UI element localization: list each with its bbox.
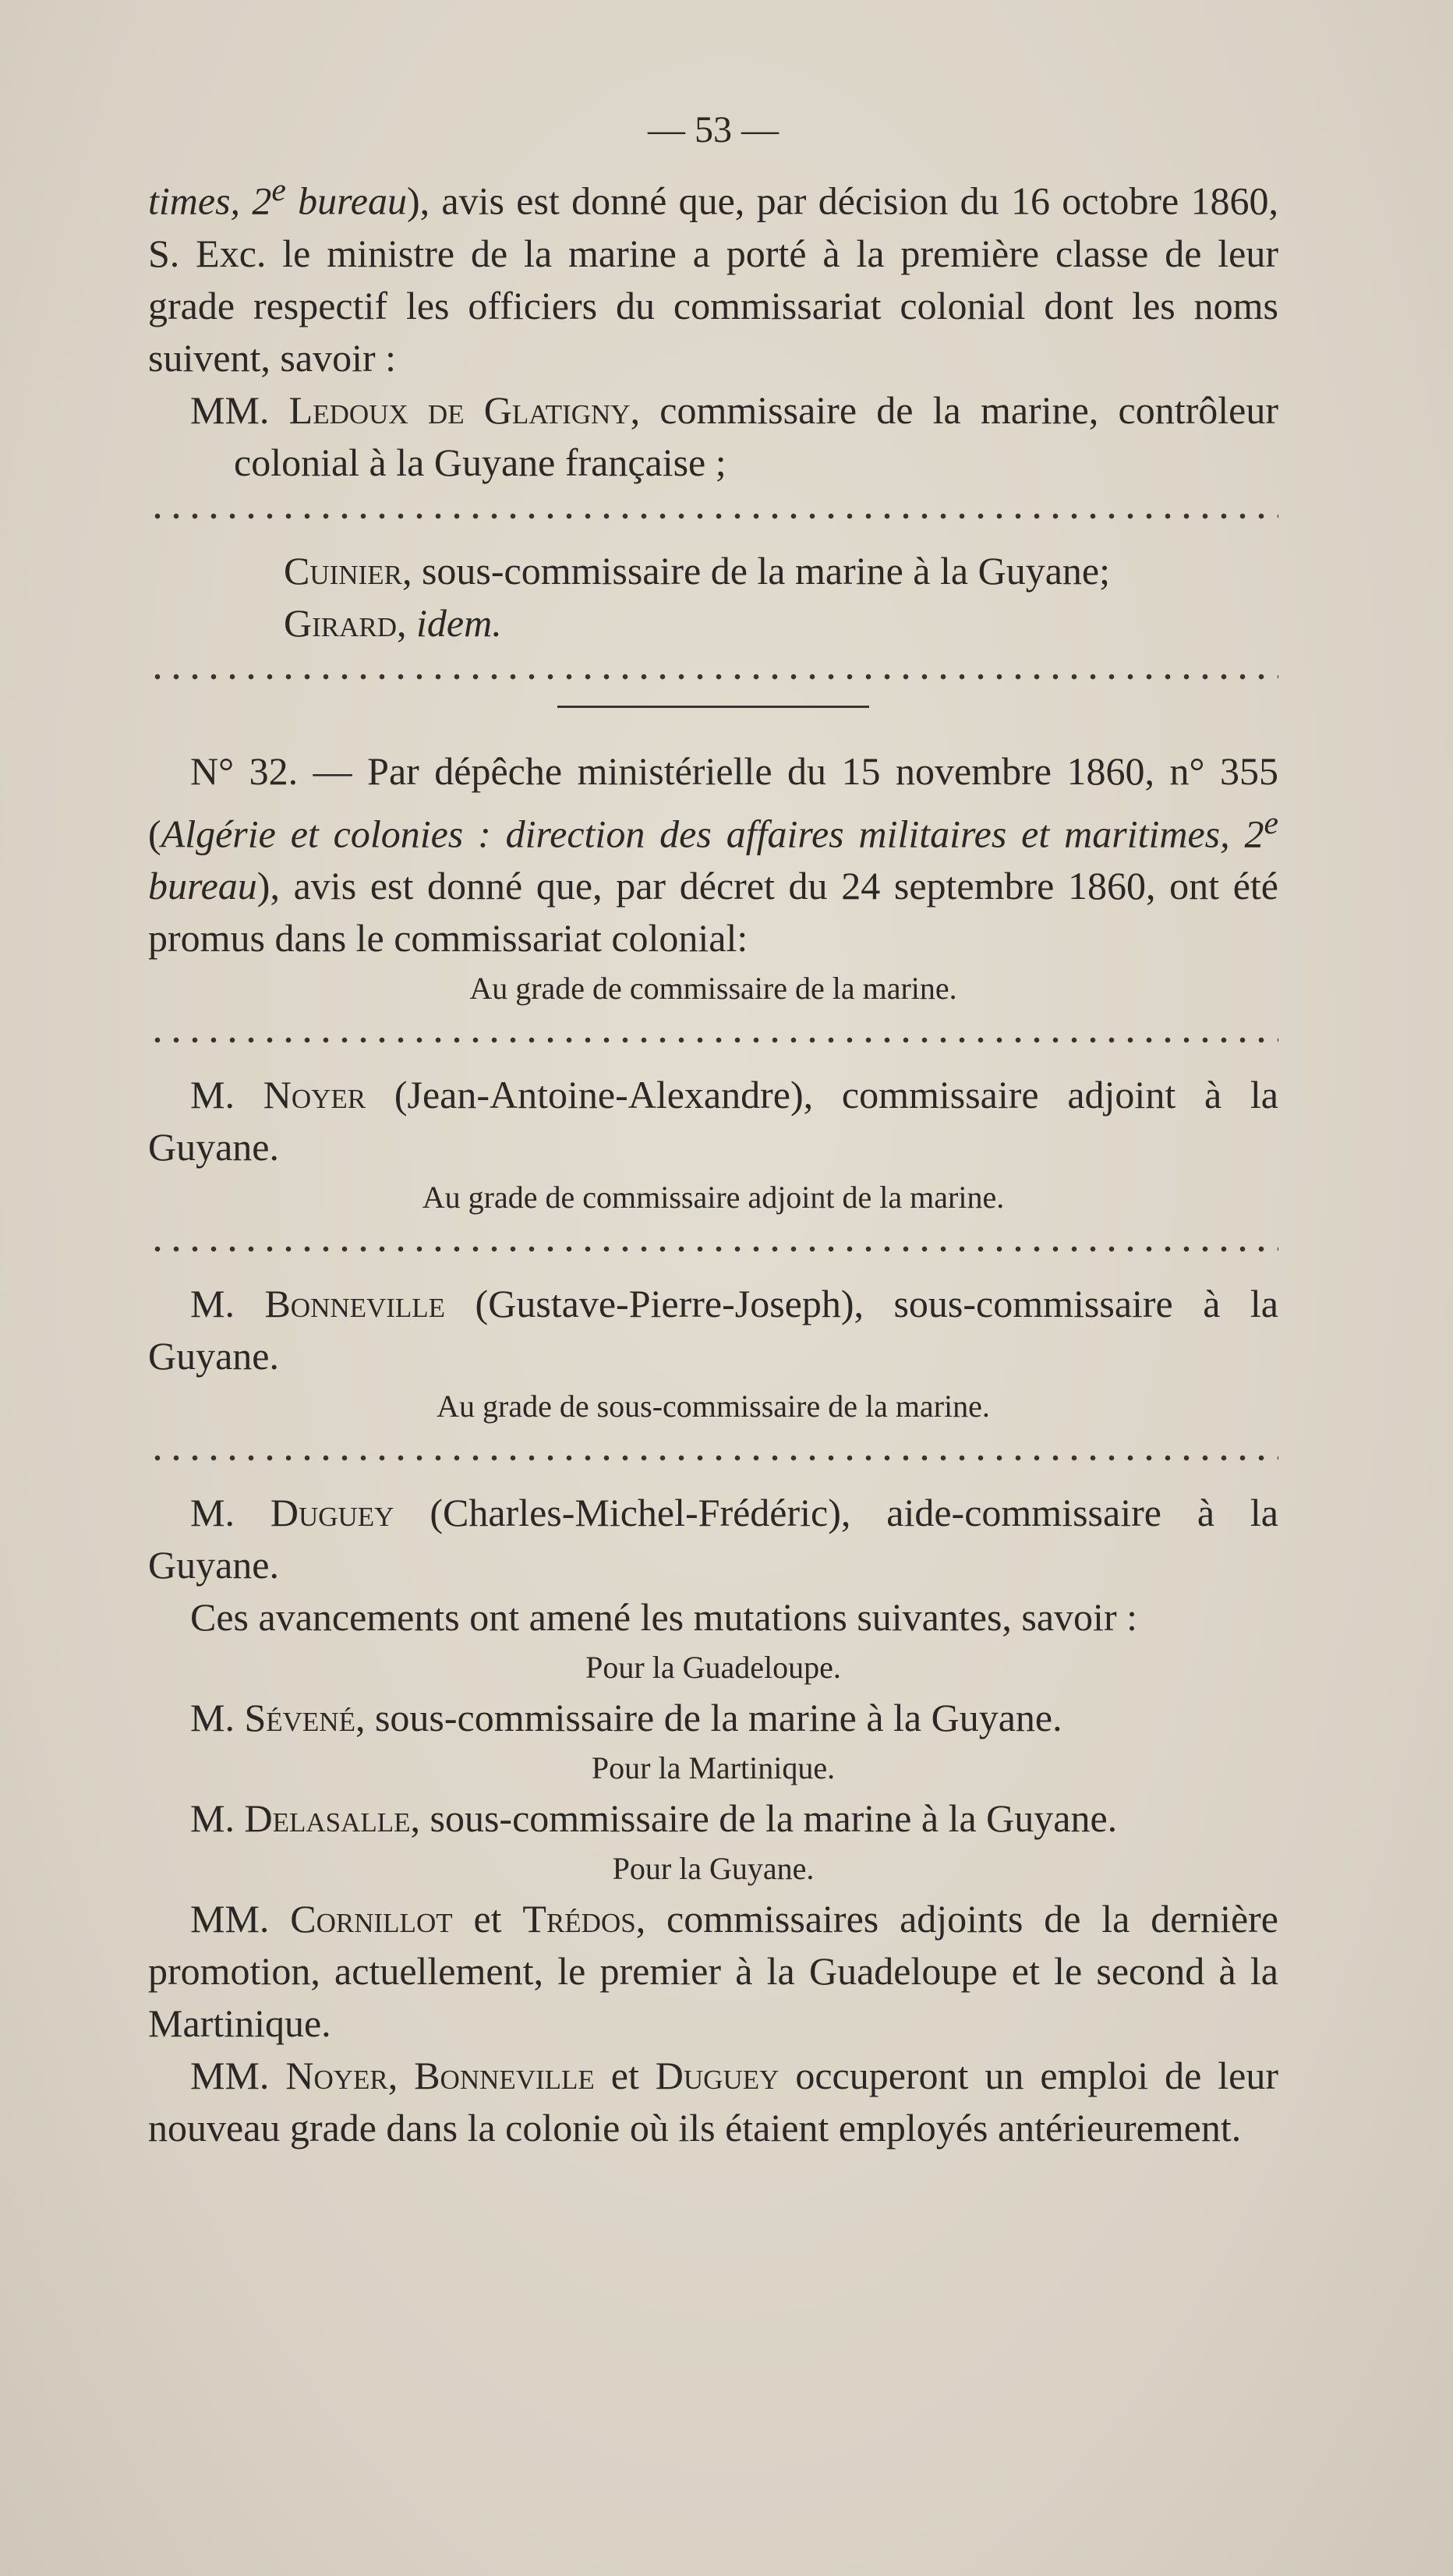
prefix: MM.	[190, 387, 289, 432]
paragraph-no32	[148, 745, 1278, 965]
text-italic: idem.	[416, 600, 502, 645]
entry-cornillot-tredos	[148, 1893, 1278, 2050]
prefix: M.	[190, 1491, 270, 1535]
entry-sevene	[148, 1692, 1278, 1744]
text-italic: bureau	[285, 179, 407, 223]
text: ), avis est donné que, par décision du 16 octobre 1860, S. Exc. le ministre de la marine a porté à la première classe de leur grade respectif les officiers du commissariat colonial dont les noms suivent, savoir :	[148, 179, 1279, 380]
text: occuperont un emploi de leur nouveau grade dans la colonie où ils étaient employés antérieurement.	[148, 2054, 1278, 2150]
text: N° 32. — Par dépêche ministérielle du 15 novembre 1860, n° 355 (	[148, 748, 1278, 856]
page-text	[148, 97, 1278, 2154]
text: , sous-commissaire de la marine à la Guyane.	[410, 1796, 1118, 1841]
entry-duguey	[148, 1487, 1278, 1591]
text-italic: times, 2	[148, 179, 272, 223]
text: ,	[387, 2054, 415, 2098]
heading-grade-adjoint: Au grade de commissaire adjoint de la marine.	[422, 1180, 1005, 1215]
prefix: MM.	[190, 2054, 286, 2098]
paragraph-mutations: Ces avancements ont amené les mutations suivantes, savoir :	[190, 1595, 1137, 1640]
prefix: MM.	[190, 1897, 291, 1941]
text-italic: Algérie et colonies : direction des affaires militaires et maritimes, 2	[161, 812, 1264, 856]
entry-noyer	[148, 1069, 1278, 1173]
heading-grade-sous: Au grade de sous-commissaire de la marine.	[437, 1389, 990, 1424]
entry-cuinier	[148, 545, 1278, 597]
superscript: e	[271, 172, 286, 208]
officer-name: Delasalle	[244, 1796, 411, 1841]
officer-name: Noyer	[263, 1073, 366, 1117]
dotted-separator	[148, 1240, 1278, 1258]
text: et	[594, 2054, 656, 2098]
officer-name: Bonneville	[264, 1282, 446, 1326]
text: (Charles-Michel-Frédéric), aide-commissaire à la Guyane.	[148, 1491, 1278, 1587]
dotted-separator	[148, 1449, 1278, 1467]
officer-name: Cornillot	[290, 1897, 453, 1941]
text: et	[452, 1897, 523, 1941]
heading-guyane: Pour la Guyane.	[612, 1851, 815, 1887]
officer-name: Cuinier	[284, 548, 402, 593]
page-number: — 53 —	[648, 109, 779, 150]
officer-name: Bonneville	[414, 2054, 595, 2098]
prefix: M.	[190, 1282, 265, 1326]
prefix: M.	[190, 1796, 245, 1841]
horizontal-rule	[557, 706, 869, 708]
entry-bonneville	[148, 1278, 1278, 1382]
officer-name: Trédos	[522, 1897, 636, 1941]
paragraph-final	[148, 2050, 1278, 2154]
prefix: M.	[190, 1073, 263, 1117]
dotted-separator	[148, 1031, 1278, 1049]
text: ,	[397, 600, 417, 645]
heading-grade-commissaire: Au grade de commissaire de la marine.	[469, 971, 957, 1007]
superscript: e	[1264, 805, 1278, 841]
text: , sous-commissaire de la marine à la Guyane.	[355, 1696, 1062, 1740]
text: , commissaires adjoints de la dernière promotion, actuellement, le premier à la Guadeloupe et le second à la Martinique.	[148, 1897, 1278, 2046]
text-italic: bureau	[148, 864, 257, 908]
paragraph-decision	[148, 165, 1278, 384]
text: , sous-commissaire de la marine à la Guyane;	[401, 548, 1110, 593]
text: ), avis est donné que, par décret du 24 septembre 1860, ont été promus dans le commissariat colonial:	[148, 864, 1278, 961]
heading-martinique: Pour la Martinique.	[591, 1750, 836, 1786]
text: (Gustave-Pierre-Joseph), sous-commissaire à la Guyane.	[148, 1282, 1278, 1378]
dotted-separator	[148, 668, 1278, 685]
dotted-separator	[148, 508, 1278, 525]
officer-name: Noyer	[285, 2054, 388, 2098]
text: , commissaire de la marine, contrôleur colonial à la Guyane française ;	[234, 387, 1278, 484]
text: (Jean-Antoine-Alexandre), commissaire adjoint à la Guyane.	[148, 1073, 1278, 1169]
officer-name: Ledoux de Glatigny	[288, 387, 631, 432]
entry-ledoux	[148, 384, 1278, 489]
officer-name: Girard	[284, 600, 398, 645]
prefix: M.	[190, 1696, 245, 1740]
entry-girard	[148, 597, 1278, 649]
officer-name: Sévené	[244, 1696, 355, 1740]
entry-delasalle	[148, 1792, 1278, 1845]
officer-name: Duguey	[270, 1491, 394, 1535]
heading-guadeloupe: Pour la Guadeloupe.	[585, 1650, 841, 1686]
officer-name: Duguey	[655, 2054, 780, 2098]
